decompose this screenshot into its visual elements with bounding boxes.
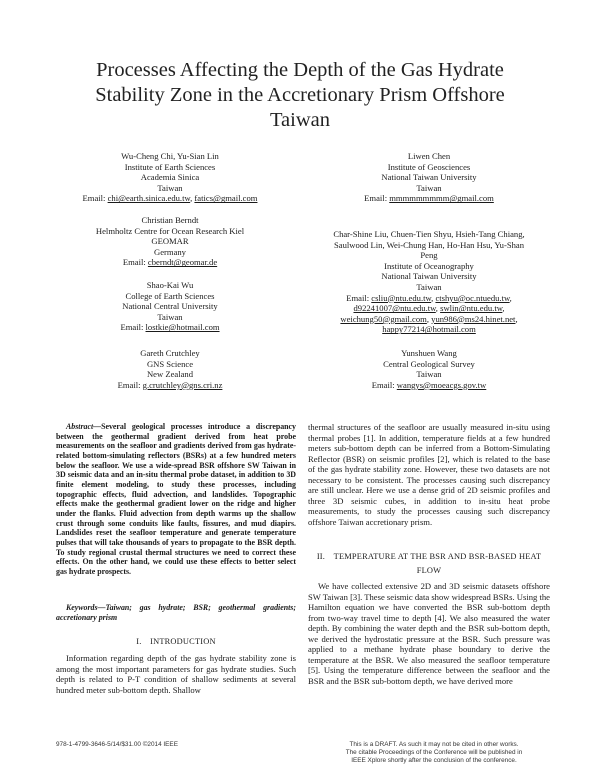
- author-email-line: [308, 324, 550, 335]
- email-link[interactable]: wangys@moeacgs.gov.tw: [396, 379, 487, 390]
- author-line: Yunshuen Wang: [401, 348, 457, 358]
- author-email-line: [50, 380, 290, 391]
- author-block: [308, 348, 550, 390]
- footer-line: IEEE Xplore shortly after the conclusion of the conference.: [351, 757, 517, 765]
- author-email-line: [50, 322, 290, 333]
- author-line: New Zealand: [146, 369, 194, 380]
- author-line: Taiwan: [416, 369, 442, 380]
- email-label: Email:: [122, 257, 148, 268]
- abstract: [56, 422, 296, 577]
- author-line: GEOMAR: [151, 236, 189, 247]
- paragraph-text: We have collected extensive 2D and 3D seismic datasets offshore SW Taiwan [3]. These seismic data show widespread BSRs. Using the Hamilton equation we have converted the BSR sub-bottom depth from two-way travel time to depth [4]. We also measured the water depth. By combining the water depth and the BSR sub-bottom depth, we derived the hydrostatic pressure at the BSR. Such pressure was applied to a methane hydrate phase boundary to derive the temperature at the BSR. We also measured the seafloor temperature [5]. Using the temperature difference between the seafloor and the BSR and the BSR sub-bottom depth, we have derived more: [308, 581, 550, 686]
- keywords-text: Taiwan; gas hydrate; BSR; geothermal gradients; accretionary prism: [56, 603, 296, 622]
- author-email-line: [308, 193, 550, 204]
- section2-paragraph: [308, 581, 550, 686]
- email-link[interactable]: mmmmmmmmm@gmail.com: [389, 193, 494, 204]
- author-email-line: Email: chi@earth.sinica.edu.tw, fatics@gmail.com: [82, 193, 258, 204]
- author-line: Institute of Geosciences: [387, 161, 471, 172]
- email-link[interactable]: d92241007@ntu.edu.tw: [353, 303, 436, 314]
- email-label: Email:: [82, 193, 108, 204]
- email-link[interactable]: lostkie@hotmail.com: [145, 322, 220, 333]
- section-heading: [308, 550, 550, 578]
- author-line: Academia Sinica: [140, 172, 200, 183]
- paragraph-text: Information regarding depth of the gas hydrate stability zone is among the most important parameters for gas hydrate studies. Such depth is related to P-T condition of shallow sediments at several hundred meter sub-bottom depth. Shallow: [56, 653, 296, 695]
- abstract-paragraph: [56, 422, 296, 577]
- author-line: Institute of Earth Sciences: [124, 161, 216, 172]
- author-line: Saulwood Lin, Wei-Chung Han, Ho-Han Hsu, Yu-Shan: [333, 239, 525, 250]
- author-line: National Central University: [122, 301, 218, 312]
- section-heading-text: I. INTRODUCTION: [136, 637, 216, 646]
- author-line: Shao-Kai Wu: [146, 280, 194, 290]
- author-line: Gareth Crutchley: [140, 348, 200, 358]
- email-link[interactable]: csliu@ntu.edu.tw: [371, 292, 432, 303]
- email-label: Email:: [120, 322, 146, 333]
- email-link[interactable]: swlin@ntu.edu.tw: [440, 303, 503, 314]
- email-link[interactable]: chi@earth.sinica.edu.tw: [107, 193, 191, 204]
- section-heading: [56, 636, 296, 647]
- email-label: Email:: [346, 292, 372, 303]
- email-link[interactable]: g.crutchley@gns.cri.nz: [142, 379, 223, 390]
- author-email-line: d92241007@ntu.edu.tw, swlin@ntu.edu.tw,: [353, 303, 505, 314]
- author-block: [50, 215, 290, 268]
- footer-line: The citable Proceedings of the Conference will be published in: [345, 749, 523, 757]
- footer-copyright: 978-1-4799-3646-5/14/$31.00 ©2014 IEEE: [56, 741, 178, 748]
- author-email-line: [308, 380, 550, 391]
- author-block: [50, 151, 290, 204]
- paragraph-text: thermal structures of the seafloor are usually measured in-situ using thermal probes [1]. In addition, temperature fields at a few hundred meters sub-bottom depth can be inferred from a Bottom-Simulating Reflector (BSR) on seismic profiles [2], which is related to the base of the gas hydrate stability zone. However, these two datasets are not necessary to be consistent. The processes causing such discrepancy are still unclear. Here we use a dense grid of 2D seismic profiles and three 3D seismic cubes, in addition to in-situ heat probe measurements, to study the processes causing such discrepancy offshore Taiwan accretionary prism.: [308, 422, 550, 527]
- email-link[interactable]: fatics@gmail.com: [194, 193, 258, 204]
- email-label: Email:: [371, 379, 397, 390]
- author-line: Christian Berndt: [141, 215, 199, 225]
- author-block: [50, 348, 290, 390]
- section-heading-text: II. TEMPERATURE AT THE BSR AND BSR-BASED HEAT FLOW: [316, 552, 542, 575]
- author-line: Institute of Oceanography: [384, 260, 474, 271]
- author-line: Peng: [420, 250, 438, 261]
- footer-draft-notice: [318, 741, 550, 766]
- author-line: Taiwan: [416, 281, 442, 292]
- author-email-line: Email: csliu@ntu.edu.tw, ctshyu@oc.ntuedu.tw,: [346, 292, 512, 303]
- author-block: [308, 229, 550, 335]
- intro-paragraph-continued: [308, 422, 550, 527]
- intro-paragraph: [56, 653, 296, 695]
- email-link[interactable]: happy77214@hotmail.com: [382, 324, 476, 335]
- keywords-paragraph: [56, 603, 296, 622]
- title-line: Stability Zone in the Accretionary Prism Offshore: [95, 84, 505, 106]
- footer-line: This is a DRAFT. As such it may not be cited in other works.: [349, 741, 519, 748]
- email-link[interactable]: yun986@ms24.hinet.net: [431, 313, 516, 324]
- title-line: Processes Affecting the Depth of the Gas Hydrate: [96, 59, 504, 81]
- author-line: Taiwan: [157, 311, 183, 322]
- email-label: Email:: [364, 193, 390, 204]
- author-line: College of Earth Sciences: [125, 290, 215, 301]
- keywords: [56, 603, 296, 622]
- title-line: Taiwan: [269, 109, 331, 131]
- author-line: National Taiwan University: [381, 172, 477, 183]
- email-link[interactable]: cberndt@geomar.de: [147, 257, 218, 268]
- author-email-line: [50, 257, 290, 268]
- author-line: Liwen Chen: [407, 151, 451, 161]
- author-line: Wu-Cheng Chi, Yu-Sian Lin: [121, 151, 219, 161]
- paper-title: [40, 58, 560, 133]
- author-line: Taiwan: [416, 182, 442, 193]
- abstract-text: Several geological processes introduce a discrepancy between the geothermal gradient derived from heat probe measurements on the seafloor and gradients derived from gas hydrate-related bottom-simulating reflectors (BSRs) at a few hundred meters below the seafloor. We use a wide-spread BSR offshore SW Taiwan in 3D seismic data and an in-situ thermal probe dataset, in addition to 3D finite element modeling, to study these processes, including topographic effects, fluid advection, and landslides. Topographic effects make the geothermal gradient lower on the ridge and higher under the flanks. Fluid advection from depth warms up the shallow crust through some conduits like faults, fissures, and mud diapirs. Landslides reset the seafloor temperature and generate temperature pulses that will take thousands of years to propagate to the BSR depth. To study regional crustal thermal structures we need to correct these effects. On the other hand, we could use these effects to better select gas hydrate prospects.: [56, 422, 296, 576]
- author-line: Germany: [154, 246, 186, 257]
- author-line: Helmholtz Centre for Ocean Research Kiel: [95, 225, 245, 236]
- email-link[interactable]: weichung50@gmail.com: [340, 313, 427, 324]
- author-block: [50, 280, 290, 333]
- keywords-label: Keywords—: [66, 603, 106, 612]
- email-label: Email:: [117, 379, 143, 390]
- abstract-label: Abstract—: [66, 422, 102, 431]
- author-line: Taiwan: [157, 182, 183, 193]
- author-line: GNS Science: [146, 358, 194, 369]
- author-line: National Taiwan University: [381, 271, 477, 282]
- author-line: Char-Shine Liu, Chuen-Tien Shyu, Hsieh-Tang Chiang,: [333, 229, 525, 239]
- author-line: Central Geological Survey: [383, 358, 475, 369]
- email-link[interactable]: ctshyu@oc.ntuedu.tw: [435, 292, 510, 303]
- author-email-line: weichung50@gmail.com, yun986@ms24.hinet.net,: [340, 313, 518, 324]
- author-block: [308, 151, 550, 204]
